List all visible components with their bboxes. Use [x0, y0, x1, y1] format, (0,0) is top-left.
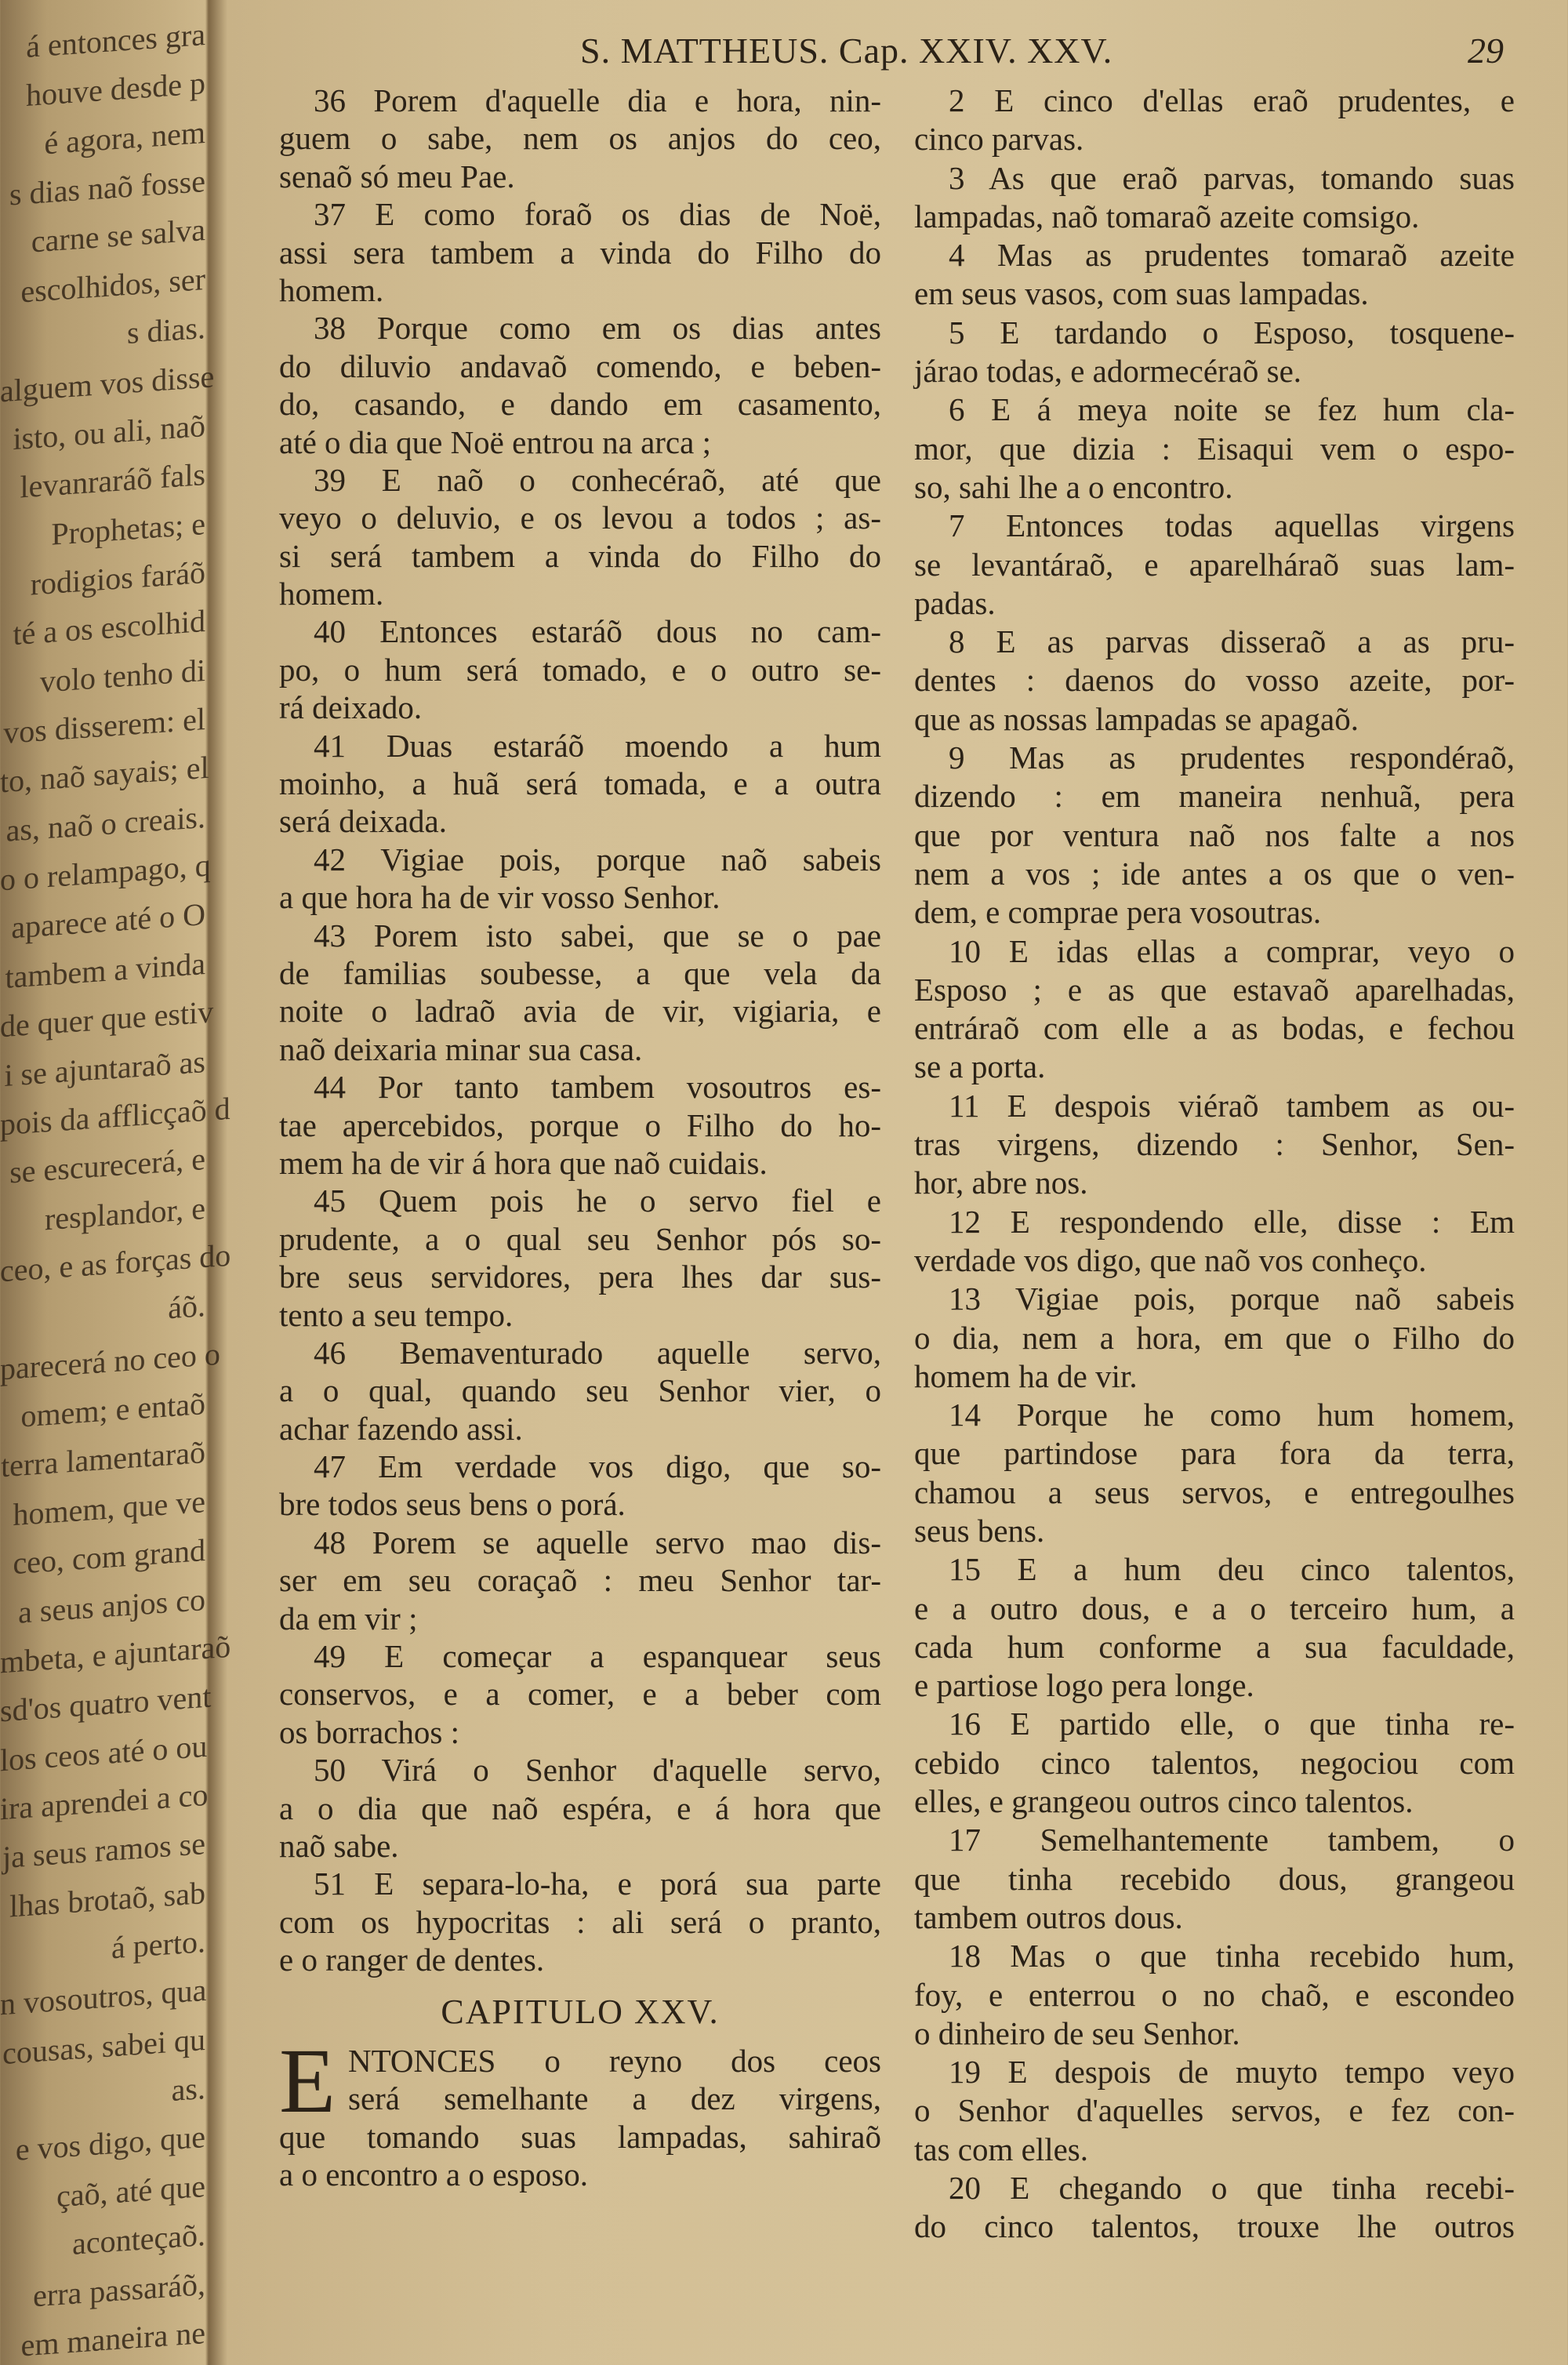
verse-line: tae apercebidos, porque o Filho do ho- [279, 1106, 881, 1143]
verse-line: si será tambem a vinda do Filho do [279, 537, 881, 574]
verse-line: 40 Entonces estaráõ dous no cam- [314, 613, 881, 650]
verse-paragraph [914, 314, 1515, 391]
verse-line: cinco parvas. [914, 121, 1084, 158]
verse-paragraph [914, 2053, 1515, 2169]
verse-line: 2 E cinco d'ellas eraõ prudentes, e [949, 82, 1515, 118]
verse-line: rá deixado. [279, 689, 423, 726]
verse-line: po, o hum será tomado, e o outro se- [279, 651, 881, 688]
verse-paragraph [914, 82, 1515, 159]
facing-page-line: sd'os quatro vent [0, 1678, 212, 1729]
facing-page-line: s dias. [127, 310, 205, 351]
facing-page-line: em maneira ne [20, 2314, 205, 2363]
verse-line: 41 Duas estaráõ moendo a hum [314, 727, 881, 764]
facing-page-line: é agora, nem [44, 114, 205, 162]
verse-paragraph [914, 1280, 1515, 1396]
facing-page-line: n vosoutros, qua [0, 1972, 207, 2022]
verse-line: cebido cinco talentos, negociou com [914, 1744, 1515, 1781]
verse-line: que tinha recebido dous, grangeou [914, 1860, 1515, 1897]
verse-line: que as nossas lampadas se apagaõ. [914, 700, 1359, 737]
verse-line: o dia, nem a hora, em que o Filho do [914, 1319, 1515, 1356]
verse-line: conservos, e a comer, e a beber com [279, 1676, 881, 1713]
verse-line: 39 E naõ o conhecéraõ, até que [314, 461, 881, 498]
facing-page-line: levanraráõ fals [20, 456, 205, 505]
verse-line: senaõ só meu Pae. [279, 158, 515, 194]
verse-line: chamou a seus servos, e entregoulhes [914, 1473, 1515, 1510]
verse-line: tambem outros dous. [914, 1898, 1183, 1935]
facing-page-line: vos disserem: el [3, 701, 205, 751]
verse-paragraph [914, 1203, 1515, 1281]
facing-page-line: carne se salva [31, 212, 205, 260]
verse-paragraph [914, 1937, 1515, 2053]
verse-line: 44 Por tanto tambem vosoutros es- [314, 1069, 881, 1106]
verse-paragraph [914, 159, 1515, 237]
verse-line: seus bens. [914, 1512, 1045, 1549]
verse-line: homem. [279, 576, 384, 612]
verse-paragraph [914, 1550, 1515, 1705]
verse-line: noite o ladraõ avia de vir, vigiaria, e [279, 993, 881, 1030]
verse-line: a o dia que naõ espéra, e á hora que [279, 1789, 881, 1826]
facing-page-line: rodigios faráõ [30, 554, 205, 602]
verse-paragraph [914, 1705, 1515, 1821]
verse-line: tras virgens, dizendo : Senhor, Sen- [914, 1126, 1515, 1163]
verse-line: dizendo : em maneira nenhuã, pera [914, 778, 1515, 815]
verse-line: o Senhor d'aquelles servos, e fez con- [914, 2092, 1515, 2129]
verse-line: homem ha de vir. [914, 1357, 1138, 1394]
verse-line: 10 E idas ellas a comprar, veyo o [949, 932, 1515, 969]
facing-page-line: á perto. [111, 1924, 205, 1966]
verse-line: tas com elles. [914, 2131, 1089, 2167]
facing-page-line: escolhidos, ser [20, 260, 205, 310]
verse-line: 14 Porque he como hum homem, [949, 1397, 1515, 1433]
facing-page-line: ira aprendei a co [0, 1776, 209, 1827]
facing-page-line: los ceos até o ou [0, 1727, 208, 1778]
verse-paragraph [279, 461, 881, 613]
verse-line: 46 Bemaventurado aquelle servo, [314, 1334, 881, 1371]
verse-line: 15 E a hum deu cinco talentos, [949, 1551, 1515, 1588]
verse-line: padas. [914, 584, 996, 621]
verse-line: achar fazendo assi. [279, 1410, 523, 1447]
verse-paragraph [279, 1068, 881, 1182]
verse-line: o dinheiro de seu Senhor. [914, 2014, 1240, 2051]
verse-line: 3 As que eraõ parvas, tomando suas [949, 159, 1515, 196]
verse-line: tento a seu tempo. [279, 1296, 514, 1333]
verse-paragraph [914, 1087, 1515, 1203]
facing-page-line: o o relampago, q [0, 847, 211, 898]
verse-line: dentes : daenos do vosso azeite, por- [914, 662, 1515, 699]
facing-page-line: as. [171, 2070, 205, 2109]
verse-paragraph [279, 1637, 881, 1751]
verse-line: mor, que dizia : Eisaqui vem o espo- [914, 430, 1515, 467]
verse-line: lampadas, naõ tomaraõ azeite comsigo. [914, 198, 1420, 234]
verse-line: 38 Porque como em os dias antes [314, 310, 881, 347]
facing-page-line: çaõ, até que [56, 2167, 205, 2214]
verse-line: 7 Entonces todas aquellas virgens [949, 507, 1515, 544]
verse-line: mem ha de vir á hora que naõ cuidais. [279, 1144, 768, 1181]
verse-line: 13 Vigiae pois, porque naõ sabeis [949, 1281, 1515, 1317]
verse-line: 51 E separa-lo-ha, e porá sua parte [314, 1865, 881, 1902]
facing-page-line: a seus anjos co [18, 1581, 205, 1630]
verse-line: 4 Mas as prudentes tomaraõ azeite [949, 237, 1515, 274]
verse-line: ser em seu coraçaõ : meu Senhor tar- [279, 1562, 881, 1599]
verse-line: e partiose logo pera longe. [914, 1667, 1254, 1704]
verse-paragraph [279, 841, 881, 917]
facing-page-line: terra lamentaraõ [1, 1434, 205, 1484]
facing-page-line: lhas brotaõ, sab [9, 1874, 205, 1924]
verse-line: 18 Mas o que tinha recebido hum, [949, 1938, 1515, 1974]
verse-line: hor, abre nos. [914, 1164, 1088, 1201]
verse-line: guem o sabe, nem os anjos do ceo, [279, 120, 881, 157]
page-number: 29 [1468, 31, 1504, 71]
facing-page-line: i se ajuntaraõ as [4, 1043, 205, 1093]
verse-paragraph [279, 917, 881, 1069]
verse-line: 48 Porem se aquelle servo mao dis- [314, 1524, 881, 1560]
verse-paragraph [279, 82, 881, 195]
facing-page-line: Prophetas; e [51, 505, 205, 552]
verse-paragraph [279, 612, 881, 726]
facing-page-line: alguem vos disse [0, 358, 215, 409]
verse-line: os borrachos : [279, 1713, 460, 1750]
verse-line: será deixada. [279, 803, 447, 840]
verse-line: bre todos seus bens o porá. [279, 1486, 626, 1523]
drop-cap: E [279, 2029, 336, 2132]
verse-line: 45 Quem pois he o servo fiel e [314, 1182, 881, 1219]
verse-line: 17 Semelhantemente tambem, o [949, 1822, 1515, 1858]
verse-line: da em vir ; [279, 1600, 418, 1637]
verse-line: 8 E as parvas disseraõ a as pru- [949, 623, 1515, 660]
verse-paragraph [914, 2169, 1515, 2247]
verse-line: elles, e grangeou outros cinco talentos. [914, 1783, 1414, 1820]
facing-page-line: té a os escolhid [13, 603, 205, 652]
verse-paragraph [914, 391, 1515, 507]
verse-paragraph [914, 1821, 1515, 1937]
verse-line: 47 Em verdade vos digo, que so- [314, 1448, 881, 1485]
facing-page-line: homem, que ve [13, 1483, 205, 1532]
facing-page-line: de quer que estiv [0, 994, 214, 1044]
right-column [914, 82, 1515, 2247]
facing-page-line: ceo, com grand [13, 1532, 205, 1582]
verse-line: 9 Mas as prudentes respondéraõ, [949, 739, 1515, 776]
verse-line: que partindose para fora da terra, [914, 1435, 1515, 1472]
verse-line: que tomando suas lampadas, sahiraõ [279, 2118, 881, 2155]
verse-paragraph [279, 195, 881, 309]
verse-line: foy, e enterrou o no chaõ, e escondeo [914, 1976, 1515, 2013]
verse-line: assi sera tambem a vinda do Filho do [279, 234, 881, 271]
verse-line: 12 E respondendo elle, disse : Em [949, 1203, 1515, 1240]
verse-line: do, casando, e dando em casamento, [279, 386, 881, 423]
verse-line: se levantáraõ, e aparelháraõ suas lam- [914, 546, 1515, 583]
facing-page-line: pois da afflicçaõ d [0, 1090, 230, 1143]
left-column [279, 82, 881, 2194]
verse-paragraph [914, 623, 1515, 739]
facing-page-line: se escurecerá, e [9, 1141, 205, 1190]
verse-line: prudente, a o qual seu Senhor pós so- [279, 1220, 881, 1257]
facing-page-line: volo tenho di [39, 652, 205, 699]
verse-paragraph [914, 236, 1515, 314]
facing-page-line: ceo, e as forças do [0, 1237, 231, 1289]
verse-paragraph [279, 1182, 881, 1334]
facing-page-line: mbeta, e ajuntaraõ [0, 1628, 231, 1680]
verse-line: 20 E chegando o que tinha recebi- [949, 2170, 1515, 2207]
verse-line: 49 E começar a espanquear seus [314, 1638, 881, 1675]
verse-paragraph [279, 1751, 881, 1865]
verse-line: se a porta. [914, 1048, 1046, 1085]
verse-line: em seus vasos, com suas lampadas. [914, 275, 1369, 312]
verse-line: entráraõ com elle a as bodas, e fechou [914, 1010, 1515, 1047]
verse-line: 43 Porem isto sabei, que se o pae [314, 917, 881, 954]
verse-line: de familias soubesse, a que vela da [279, 954, 881, 991]
verse-paragraph [279, 1524, 881, 1637]
facing-page-line: s dias naõ fosse [9, 163, 205, 213]
verse-line: naõ deixaria minar sua casa. [279, 1030, 643, 1067]
chapter-opening-paragraph [279, 2029, 881, 2194]
verse-paragraph [279, 727, 881, 841]
verse-paragraph [279, 309, 881, 461]
facing-page-line: parecerá no ceo o [0, 1335, 220, 1387]
chapter-heading: CAPITULO XXV. [441, 1992, 720, 2031]
facing-page-line: omem; e entaõ [20, 1386, 205, 1434]
verse-paragraph [279, 1334, 881, 1448]
verse-line: 11 E despois viéraõ tambem as ou- [949, 1087, 1515, 1124]
running-title: S. MATTHEUS. Cap. XXIV. XXV. [580, 31, 1113, 71]
verse-line: 5 E tardando o Esposo, tosquene- [949, 314, 1515, 351]
verse-paragraph [279, 1448, 881, 1524]
verse-line: naõ sabe. [279, 1827, 399, 1864]
facing-page-line: ja seus ramos se [2, 1826, 205, 1876]
verse-line: a o encontro a o esposo. [279, 2156, 588, 2193]
verse-line: que por ventura naõ nos falte a nos [914, 816, 1515, 853]
verse-line: do cinco talentos, trouxe lhe outros [914, 2208, 1515, 2245]
verse-paragraph [914, 932, 1515, 1087]
verse-line: até o dia que Noë entrou na arca ; [279, 423, 711, 460]
facing-page-line: áõ. [168, 1288, 205, 1326]
verse-paragraph [914, 507, 1515, 623]
verse-line: járao todas, e adormecéraõ se. [914, 353, 1302, 390]
verse-line: 19 E despois de muyto tempo veyo [949, 2054, 1515, 2091]
facing-page-line: as, naõ o creais. [5, 798, 205, 848]
verse-paragraph [914, 1396, 1515, 1550]
verse-line: bre seus servidores, pera lhes dar sus- [279, 1259, 881, 1295]
facing-page-line: tambem a vinda [5, 945, 205, 995]
facing-page-line: e vos digo, que [15, 2119, 205, 2168]
verse-paragraph [279, 1865, 881, 1978]
facing-page-line: cousas, sabei qu [2, 2021, 205, 2071]
verse-line: Esposo ; e as que estavaõ aparelhadas, [914, 971, 1515, 1008]
verse-line: homem. [279, 271, 384, 308]
facing-page-line: houve desde p [26, 65, 205, 114]
verse-line: veyo o deluvio, e os levou a todos ; as- [279, 500, 881, 536]
verse-line: nem a vos ; ide antes a os que o ven- [914, 855, 1515, 892]
verse-line: 6 E á meya noite se fez hum cla- [949, 391, 1515, 428]
verse-line: a que hora ha de vir vosso Senhor. [279, 879, 720, 916]
verse-paragraph [914, 739, 1515, 932]
verse-line: 37 E como foraõ os dias de Noë, [314, 196, 881, 233]
facing-page-line: aparece até o O [11, 896, 205, 946]
facing-page-line: erra passaráõ, [33, 2265, 205, 2313]
verse-line: 42 Vigiae pois, porque naõ sabeis [314, 841, 881, 877]
facing-page-line: isto, ou ali, naõ [13, 407, 205, 457]
verse-line: será semelhante a dez virgens, [348, 2080, 881, 2117]
verse-line: moinho, a huã será tomada, e a outra [279, 765, 881, 802]
verse-line: e o ranger de dentes. [279, 1942, 545, 1978]
verse-line: com os hypocritas : ali será o pranto, [279, 1903, 881, 1940]
verse-line: verdade vos digo, que naõ vos conheço. [914, 1241, 1427, 1278]
facing-page-line: to, naõ sayais; el [0, 750, 209, 800]
verse-line: do diluvio andavaõ comendo, e beben- [279, 347, 881, 384]
verse-line: e a outro dous, e a o terceiro hum, a [914, 1589, 1515, 1626]
facing-page-edge [0, 0, 231, 2363]
facing-page-line: resplandor, e [45, 1190, 205, 1237]
facing-page-line: aconteçaõ. [72, 2217, 205, 2262]
facing-page-line: á entonces gra [26, 16, 205, 64]
verse-line: a o qual, quando seu Senhor vier, o [279, 1372, 881, 1409]
verse-line: cada hum conforme a sua faculdade, [914, 1628, 1515, 1665]
verse-line: so, sahi lhe a o encontro. [914, 468, 1233, 505]
verse-line: dem, e comprae pera vosoutras. [914, 894, 1322, 931]
verse-line: 50 Virá o Senhor d'aquelle servo, [314, 1752, 881, 1789]
verse-line: NTONCES o reyno dos ceos [348, 2042, 881, 2079]
verse-line: 36 Porem d'aquelle dia e hora, nin- [314, 82, 881, 118]
verse-line: 16 E partido elle, o que tinha re- [949, 1706, 1515, 1742]
